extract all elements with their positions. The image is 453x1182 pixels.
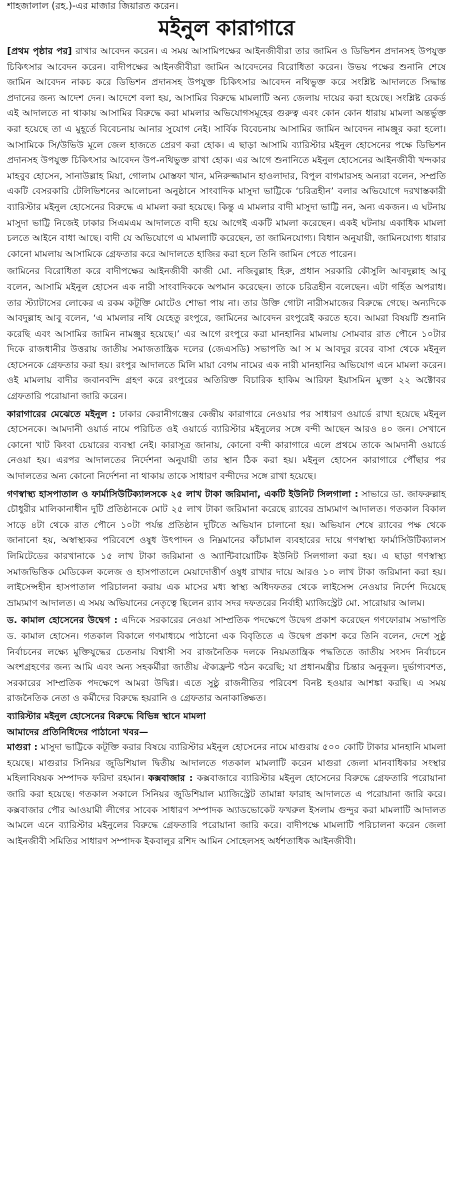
subheading-cases: ব্যারিস্টার মইনুল হোসেনের বিরুদ্ধে বিভিন্ন স্থানে মামলা: [7, 710, 206, 722]
paragraph-text: জামিনের বিরোধিতা করে বাদীপক্ষের আইনজীবী কাজী মো. নজিবুল্লাহ হিরু, প্রধান সরকারি কৌসুলি আবদুল্লাহ আবু বলেন, আসামি মইনুল হোসেন এক নারী সাংবাদিককে অপমান করেছেন। তাকে চরিত্রহীন বলেছেন। এটা গর্হিত অপরাধ। তার স্ট্যাটাসের লোকের এ রকম কটূক্তি মোটেও শোভা পায় না। তার উক্তি গোটা নারীসমাজের বিরুদ্ধে গেছে। অন্যদিকে আবদুল্লাহ আবু বলেন, ‘এ মামলার নথি যেহেতু রংপুরে, জামিনের আবেদন রংপুরেই করতে হবে। আমরা বিষয়টি শুনানি করেছি এবং আসামির জামিন নামঞ্জুর হয়েছে।’ এর আগে রংপুরে করা মানহানির মামলায় সোমবার রাত পৌনে ১০টার দিকে রাজধানীর উত্তরায় জাতীয় সমাজতান্ত্রিক দলের (জেএসডি) সভাপতি আ স ম আবদুর রবের বাসা থেকে মইনুল হোসেনকে গ্রেফতার করা হয়। রংপুর আদালতে মিলি মায়া বেগম নামের এক নারী মানহানির অভিযোগ এনে মামলা করেন। ওই মামলায় বাদীর জবানবন্দি গ্রহণ করে রংপুরের অতিরিক্ত বিচারিক হাকিম আরিফা ইয়াসমিন মুক্তা ২২ অক্টোবর গ্রেফতারি পরোয়ানা জারি করেন।: [7, 266, 446, 403]
section-cases-elsewhere: [7, 709, 446, 849]
paragraph-text: সাভারে ডা. জাফরুল্লাহ চৌধুরীর মালিকানাধীন দুটি প্রতিষ্ঠানকে মোট ২৫ লাখ টাকা জরিমানা করেছে র‌্যাবের ভ্রাম্যমাণ আদালত। গতকাল বিকাল সাড়ে ৪টা থেকে রাত পৌনে ১০টা পর্যন্ত প্রতিষ্ঠান দুটিতে অভিযান চালানো হয়। অভিযান শেষে র‌্যাবের পক্ষ থেকে জানানো হয়, অস্বাস্থ্যকর পরিবেশে ওষুধ উৎপাদন ও নিম্নমানের কাঁচামাল ব্যবহারের দায়ে গণস্বাস্থ্য ফার্মাসিউটিক্যালস লিমিটেডের কারখানাকে ১৫ লাখ টাকা জরিমানা ও অ্যান্টিবায়োটিক ইউনিট সিলগালা করা হয়। এ ছাড়া গণস্বাস্থ্য সমাজভিত্তিক মেডিকেল কলেজ ও হাসপাতালে মেয়াদোত্তীর্ণ ওষুধ রাখার দায়ে আরও ১০ লাখ টাকা জরিমানা করা হয়। লাইসেন্সহীন হাসপাতাল পরিচালনা করায় এক মাসের মধ্য স্বাস্থ্য অধিদফতর থেকে লাইসেন্স নেওয়ার নির্দেশ দিয়েছে ভ্রাম্যমাণ আদালত। এ সময় অভিযানের নেতৃত্বে ছিলেন র‌্যাব সদর দফতরের নির্বাহী ম্যাজিস্ট্রেট মো. সারোয়ার আলম।: [7, 488, 446, 609]
paragraph-text: ঢাকার কেরানীগঞ্জের কেন্দ্রীয় কারাগারে নেওয়ার পর সাধারণ ওয়ার্ডে রাখা হয়েছে মইনুল হোসেনকে। আমদানী ওয়ার্ড নামে পরিচিত ওই ওয়ার্ডে ব্যারিস্টার মইনুলের সঙ্গে বন্দী আছেন আরও ৪০ জন। সেখানে কোনো খাট কিংবা চেয়ারের ব্যবস্থা নেই। কারাসূত্র জানায়, কোনো বন্দী কারাগারে এলে প্রথমে তাকে আমদানী ওয়ার্ডে নেওয়া হয়। এরপর আদালতের নির্দেশনা অনুযায়ী তার স্থান ঠিক করা হয়। মইনুল হোসেন কারাগারে পৌঁছার পর আদালতের অন্য কোনো নির্দেশনা না থাকায় তাকে সাধারণ বন্দীদের সঙ্গে রাখা হয়েছে।: [7, 408, 447, 483]
paragraph-prosecution: [7, 264, 446, 404]
paragraph-text: এদিকে সরকারের নেওয়া সাম্প্রতিক পদক্ষেপে উদ্বেগ প্রকাশ করেছেন গণফোরাম সভাপতি ড. কামাল হোসেন। গতকাল বিকালে গণমাধ্যমে পাঠানো এক বিবৃতিতে এ উদ্বেগ প্রকাশ করে তিনি বলেন, দেশে সুষ্ঠু নির্বাচনের লক্ষ্যে মুক্তিযুদ্ধের চেতনায় বিশ্বাসী সব রাজনৈতিক দলকে নিয়মতান্ত্রিক পদ্ধতিতে জাতীয় সংসদ নির্বাচনে অংশগ্রহণের জন্য আমি এবং অন্য সহকর্মীরা জাতীয় ঐক্যফ্রন্ট গঠন করেছি; যা প্রধানমন্ত্রীর চিন্তার অনুকূল। দুর্ভাগ্যবশত, সরকারের সাম্প্রতিক পদক্ষেপে আমরা উদ্বিগ্ন। এতে সুষ্ঠু রাজনীতির পরিবেশ বিনষ্ট হওয়ার আশঙ্কা করছি। এ সময় রাজনৈতিক নেতা ও কর্মীদের বিরুদ্ধে হয়রানি ও গ্রেফতার অনাকাঙ্ক্ষিত।: [7, 615, 446, 705]
subheading-kamal-hossain: ড. কামাল হোসেনের উদ্বেগ :: [7, 615, 118, 627]
paragraph-text: রাখার আবেদন করেন। এ সময় আসামিপক্ষের আইনজীবীরা তার জামিন ও ডিভিশন প্রদানসহ উপযুক্ত চিকিৎসার আবেদন করেন। বাদীপক্ষের আইনজীবীরা জামিন আবেদনের বিরোধিতা করেন। উভয় পক্ষের শুনানি শেষে জামিন আবেদন নাকচ করে ডিভিশন প্রদানসহ উপযুক্ত চিকিৎসার আবেদন নথিভুক্ত করে সংশ্লিষ্ট আদালতে সিদ্ধান্ত প্রদানের জন্য আদেশ দেন। আদেশে বলা হয়, আসামির বিরুদ্ধে মামলাটি অন্য জেলায় দায়ের করা হয়েছে। সংশ্লিষ্ট রেকর্ড এই আদালতে না থাকায় আসামির বিরুদ্ধে করা মামলার অভিযোগসমূহের গুরুত্ব এবং কোন কোন ধারায় মামলা অন্তর্ভুক্ত করা হয়েছে তা এ মুহূর্তে বিবেচনায় আনার সুযোগ নেই। সার্বিক বিবেচনায় আসামির জামিন আবেদন নামঞ্জুর করা হলো। আসামিকে সি/উভিউ মূলে জেল হাজতে প্রেরণ করা হোক। এ ছাড়া আসামি ব্যারিস্টার মইনুল হোসেনের পক্ষে ডিভিশন প্রদানসহ উপযুক্ত চিকিৎসার আবেদন উপ-নথিভুক্ত রাখা হোক। এর আগে শুনানিতে মইনুল হোসেনের আইনজীবী খন্দকার মাহবুব হোসেন, সানাউল্লাহ মিয়া, গোলাম মোস্তফা খান, মনিরুজ্জামান হাওলাদার, বিপুল বাগমারসহ অন্যরা বলেন, সম্প্রতি একটি বেসরকারি টেলিভিশনের আলোচনা অনুষ্ঠানে সাংবাদিক মাসুদা ভাট্টিকে ‘চরিত্রহীন’ বলার অভিযোগে দরখাস্তকারী ব্যারিস্টার মইনুল হোসেনের বিরুদ্ধে এ মামলা করা হয়েছে। কিন্তু এ মামলার বাদী মাসুদা ভাট্টি নন, অন্য একজন। এ ঘটনায় মাসুদা ভাট্টি নিজেই ঢাকার সিএমএম আদালতে বাদী হয়ে আগেই একটি মামলা করেছেন। একই ঘটনায় একাধিক মামলা চলতে আইনে বাধা আছে। বাদী যে অভিযোগে এ মামলাটি করেছেন, তা জামিনযোগ্য। বিধান অনুযায়ী, জামিনযোগ্য ধারার কোনো মামলায় আসামিকে গ্রেফতার করে আদালতে হাজির করা হলে তিনি জামিন পেতে পারেন।: [7, 46, 447, 260]
dateline-coxs-bazar: কক্সবাজার :: [148, 773, 193, 785]
section-kamal-hossain: [7, 613, 446, 707]
subheading-jail-floor: কারাগারের মেঝেতে মইনুল :: [7, 408, 116, 420]
section-gonoshasthaya-fine: [7, 487, 446, 612]
dateline-magura: মাগুরা :: [7, 742, 38, 754]
continuation-tag: [প্রথম পৃষ্ঠার পর]: [7, 46, 72, 57]
headline: মইনুল কারাগারে: [158, 15, 295, 40]
article-body: [7, 44, 446, 849]
paragraph-text: কক্সবাজারে ব্যারিস্টার মইনুল হোসেনের বিরুদ্ধে গ্রেফতারি পরোয়ানা জারি করা হয়েছে। গতকাল সকালে সিনিয়র জুডিশিয়াল ম্যাজিস্ট্রেট তামান্না ফারাহ আদালতে এ পরোয়ানা জারি করে। কক্সবাজার পৌর আওয়ামী লীগের সাবেক সাধারণ সম্পাদক অ্যাডভোকেট ফখরুল ইসলাম গুন্দুর করা মামলাটি আদালত আমলে এনে ব্যারিস্টার মইনুলের বিরুদ্ধে গ্রেফতারি পরোয়ানা জারি করে। বাদীপক্ষে মামলাটি পরিচালনা করেন জেলা আইনজীবী সমিতির সাধারণ সম্পাদক ইকবালুর রশিদ আমিন সোহেলসহ অর্ধশতাধিক আইনজীবী।: [7, 773, 446, 847]
paragraph-text: মাসুদা ভাট্টিকে কটূক্তি করার বিষয়ে ব্যারিস্টার মইনুল হোসেনের নামে মাগুরায় ৫০০ কোটি টাকার মানহানি মামলা হয়েছে। মাগুরার সিনিয়র জুডিশিয়াল দ্বিতীয় আদালতে গতকাল মামলাটি করেন মাগুরা জেলা মানবাধিকার সংস্থার মহিলাবিষয়ক সম্পাদক ফরিদা রহমান।: [7, 742, 447, 785]
section-jail-floor: [7, 407, 446, 485]
correspondents-line: আমাদের প্রতিনিধিদের পাঠানো খবর—: [7, 726, 149, 738]
paragraph-continuation: [7, 44, 446, 262]
previous-story-tail: শাহজালাল (রহ.)-এর মাজার জিয়ারত করেন।: [7, 1, 179, 12]
subheading-gonoshasthaya-fine: গণস্বাস্থ্য হাসপাতাল ও ফার্মাসিউটিক্যালসকে ২৫ লাখ টাকা জরিমানা, একটি ইউনিট সিলগালা :: [7, 488, 359, 500]
